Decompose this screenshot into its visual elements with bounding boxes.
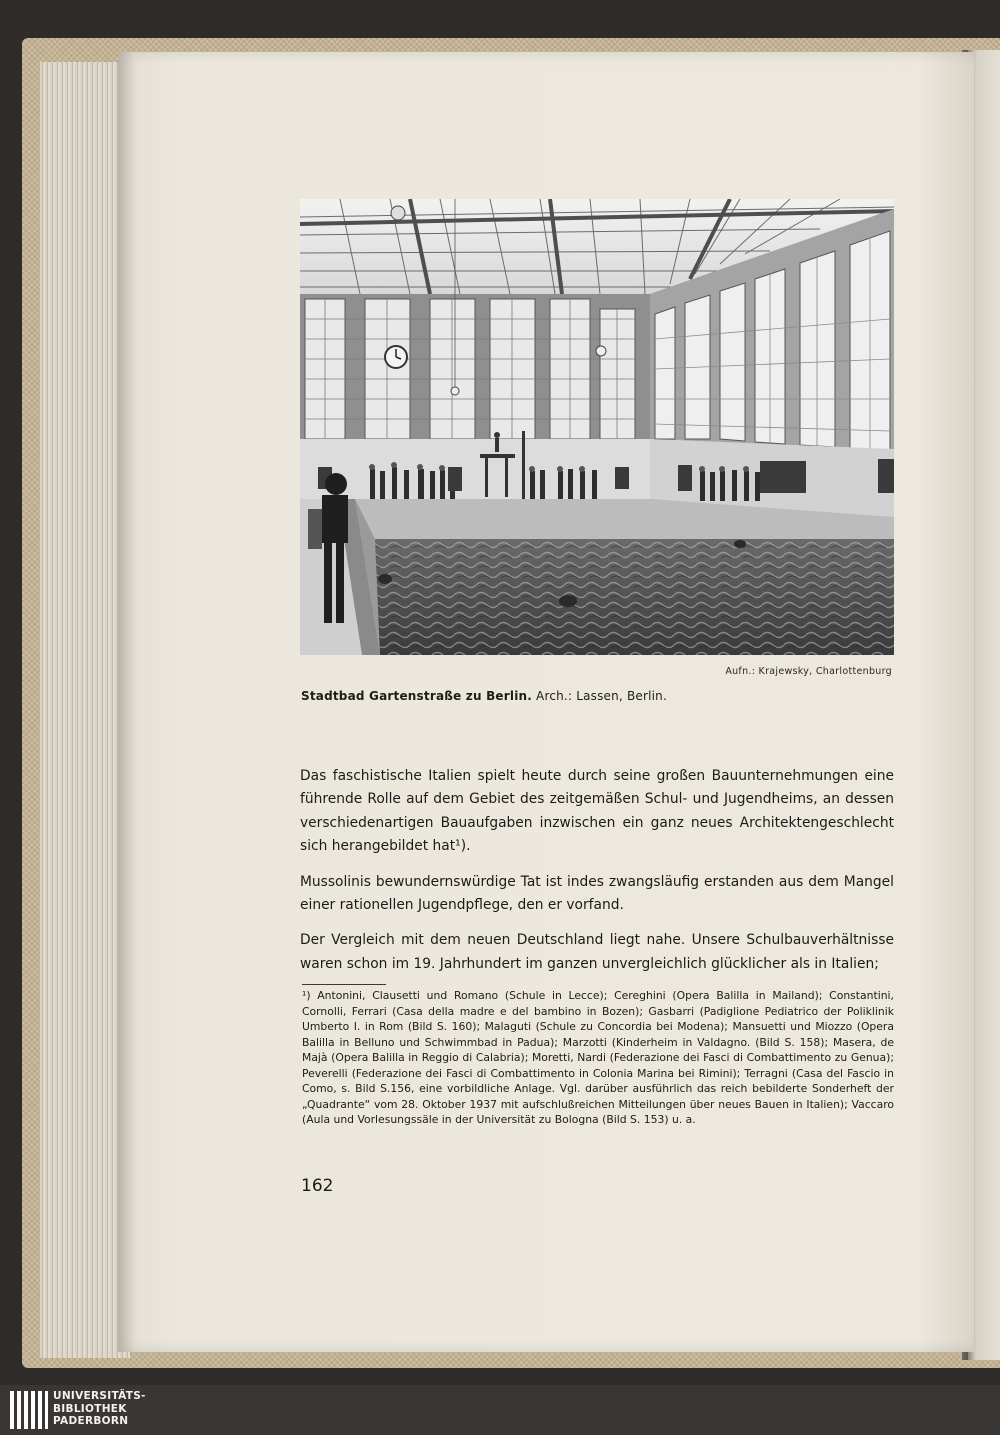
paragraph-2: Mussolinis bewundernswürdige Tat ist indes zwangsläufig erstanden aus dem Mangel einer rationellen Jugendpflege, den er vorfand. — [300, 873, 894, 914]
footnote-rule — [302, 984, 386, 985]
photo-credit: Aufn.: Krajewsky, Charlottenburg — [725, 666, 892, 677]
paragraph-3: Der Vergleich mit dem neuen Deutschland liegt nahe. Unsere Schulbauverhältnisse waren schon im 19. Jahrhundert im ganzen unvergleichlich glücklicher als in Italien; — [300, 932, 894, 972]
photo-caption — [301, 689, 667, 703]
library-name-line-3: PADERBORN — [53, 1415, 129, 1427]
library-name — [53, 1390, 146, 1428]
library-footer — [0, 1385, 1000, 1435]
library-logo-icon — [10, 1391, 48, 1429]
caption-architect: Arch.: Lassen, Berlin. — [532, 689, 667, 703]
caption-title: Stadtbad Gartenstraße zu Berlin. — [301, 689, 533, 703]
swimming-hall-photo — [300, 199, 894, 655]
library-name-line-2: BIBLIOTHEK — [53, 1402, 127, 1415]
page-number: 162 — [301, 1176, 334, 1196]
body-text — [300, 765, 894, 988]
page-edges — [40, 62, 130, 1358]
footnote: ¹) Antonini, Clausetti und Romano (Schule in Lecce); Cereghini (Opera Balilla in Mailand); Constantini, Cornolli, Ferrari (Casa della madre e del bambino in Bozen); Gasbarri (Padiglione Pediatrico der Poliklinik Umberto I. in Rom (Bild S. 160); Malaguti (Schule zu Concordia bei Modena); Mansuetti und Miozzo (Opera Balilla in Belluno und Schwimmbad in Padua); Marzotti (Kinderheim in Valdagno. (Bild S. 158); Masera, de Majà (Opera Balilla in Reggio di Calabria); Moretti, Nardi (Federazione dei Fasci di Combattimento zu Genua); Peverelli (Federazione dei Fasci di Combattimento in Colonia Marina bei Rimini); Terragni (Casa del Fascio in Como, s. Bild S.156, eine vorbildliche Anlage. Vgl. darüber ausführlich das reich bebilderte Sonderheft der „Quadrante“ vom 28. Oktober 1937 mit aufschlußreichen Mitteilungen über neues Bauen in Italien); Vaccaro (Aula und Vorlesungssäle in der Universität zu Bologna (Bild S. 153) u. a. — [302, 989, 894, 1126]
paragraph-1: Das faschistische Italien spielt heute durch seine großen Bauunternehmungen eine führende Rolle auf dem Gebiet des zeitgemäßen Schul- und Jugendheims, an dessen verschiedenartigen Bauaufgaben inzwischen ein ganz neues Architektengeschlecht sich herangebildet hat¹). — [300, 768, 894, 855]
library-name-line-1: UNIVERSITÄTS- — [53, 1390, 146, 1402]
